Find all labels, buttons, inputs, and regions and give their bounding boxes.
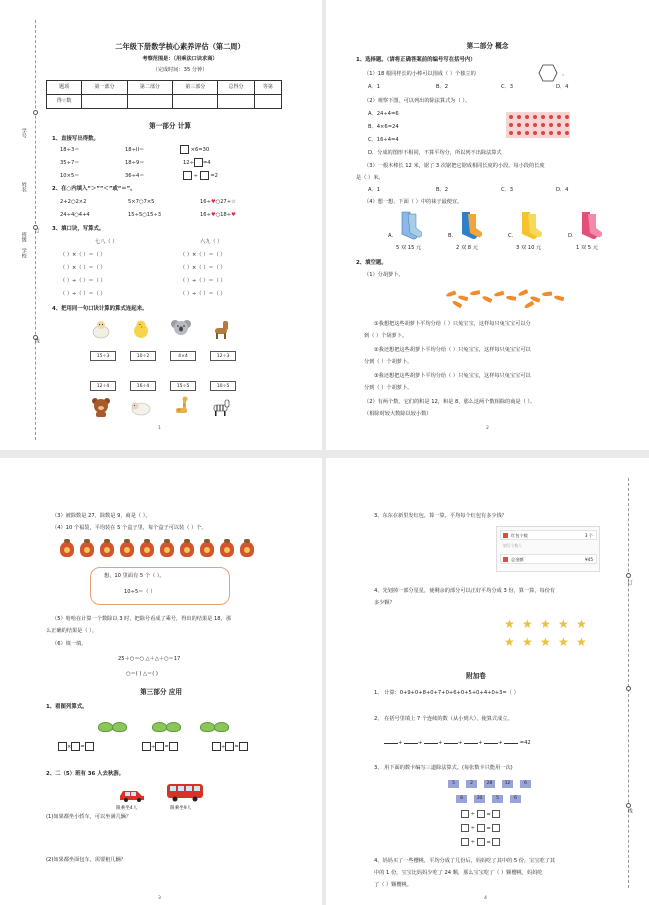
calc-item: 18÷II＝: [125, 147, 145, 153]
bonus-4: 4、妈妈买了一些樱桃，平均分成了几份后，妈妈吃了其中的 5 份，宝宝吃了其: [374, 858, 556, 864]
option[interactable]: A．24÷4=6: [368, 111, 399, 117]
answer-box[interactable]: [477, 810, 485, 818]
formula-row: （ ）×（ ）＝（ ）: [60, 265, 106, 271]
van-icon: [165, 782, 205, 802]
binding-line: [628, 478, 629, 888]
formula-row: （ ）÷（ ）＝（ ）: [60, 291, 106, 297]
price-label: 1 双 5 元: [576, 245, 598, 251]
number-card[interactable]: 6: [510, 795, 521, 803]
compare-item: 5×7○7×5: [128, 199, 155, 205]
bonus-title: 附加卷: [466, 672, 486, 680]
answer-box[interactable]: [71, 742, 80, 751]
hexagon-icon: [538, 64, 558, 82]
calc-item: 35÷7＝: [60, 160, 80, 166]
answer-box[interactable]: [492, 838, 500, 846]
option[interactable]: D．分成的图形不相同，不算平均分，所以列不出除法算式: [368, 150, 502, 156]
expression-card[interactable]: 4×4: [170, 351, 196, 361]
page-number: 4: [484, 896, 487, 901]
formula-row: （ ）÷（ ）＝（ ）: [180, 278, 226, 284]
choice-4: （4）想一想，下面（ ）中的袜子最便宜。: [364, 199, 463, 205]
app-1-formula: × =: [58, 742, 94, 751]
option[interactable]: B.: [448, 233, 454, 239]
app-2-q2: (2)如果都坐面包车，需要租几辆？: [46, 857, 126, 863]
answer-box[interactable]: [239, 742, 248, 751]
sheep-icon: [90, 318, 112, 340]
app-2: 2、二（5）班有 36 人去秋游。: [46, 771, 125, 777]
option[interactable]: C．3: [501, 187, 514, 193]
compare-item: 16÷♥○27÷☆: [200, 199, 236, 205]
choice-1-end: 。: [562, 71, 568, 77]
answer-box[interactable]: [180, 145, 189, 154]
option[interactable]: C.: [508, 233, 514, 239]
car-capacity: 限乘坐4人: [116, 806, 138, 811]
fill-2-note: （相除时较大数除以较小数）: [364, 411, 432, 417]
number-card[interactable]: 5: [448, 780, 459, 788]
number-card[interactable]: 28: [484, 780, 495, 788]
app-3: 3、东东在新里发红包，算一算，平均每个红包有多少钱？: [374, 513, 507, 519]
option[interactable]: B．4×6=24: [368, 124, 399, 130]
table-header: 题项: [47, 81, 82, 95]
answer-box[interactable]: [477, 824, 485, 832]
option[interactable]: D．4: [556, 187, 569, 193]
page-title: 二年级下册数学核心素养评估（第二周）: [115, 42, 245, 51]
sock-d-icon: [576, 210, 602, 240]
heart-icon: ♥: [210, 199, 216, 205]
division-formula: ÷ =: [461, 838, 500, 847]
sock-a-icon: [396, 210, 422, 240]
page-number: 3: [158, 896, 161, 901]
calc-item: 12÷ =4: [183, 160, 211, 166]
number-card[interactable]: 30: [474, 795, 485, 803]
side-ding: 订: [33, 228, 40, 233]
page-number: 1: [158, 426, 161, 431]
heart-icon: ♥: [231, 212, 236, 218]
side-ding: 订: [626, 580, 633, 585]
giraffe-icon: [170, 396, 192, 418]
envelope-count-row: [500, 530, 597, 540]
calc-item: 10×5＝: [60, 173, 80, 179]
bonus-1: 1、 计算：0+9+0+8+0+7+0+6+0+5+0+4+0+3=（ ）: [374, 690, 519, 696]
red-envelope-icon: [503, 533, 508, 538]
page-4: 订 线 3、东东在新里发红包，算一算，平均每个红包有多少钱？ 红包个数 3 个 填写个数人 总金额 ¥45 4、先划掉一部分星星，使剩余的部分可以正好平均分成 3 份，算一算，每份有 多少颗？ ★ ★ ★ ★ ★ ★ ★ ★ ★ ★ 附加卷 1、 计算：0+9+0+8+0+7+0+6+0+5+0+4+0+3=（ ） 2、 在括号里填上 7 个连续的数（从小到大），使算式成立。 + + + + + + =42 3、 用下面的数卡编写三道除法算式。(每张数卡只能用一次) 5 2 28 12 6 8 30 5 6 ÷ = ÷ = ÷ = 4、妈妈买了一些樱桃，平均分成了几份后，妈妈吃了其中的 5 份，宝宝吃了其 中的 1 份，宝宝比妈妈少吃了 24 颗，那么宝宝吃了（ ）颗樱桃，妈妈吃 了（ ）颗樱桃。 4: [326, 458, 649, 905]
calc-item: 18÷9＝: [125, 160, 145, 166]
side-xian: 线: [33, 338, 40, 343]
compare-item: 24÷4○4+4: [60, 212, 90, 218]
part2-title: 第二部分 概念: [466, 42, 509, 50]
table-row-label: 得☆数: [47, 95, 82, 109]
fill-1a-cont: 到（ ）个胡萝卜。: [364, 333, 408, 339]
app-2-q1: (1)如果都坐小轿车，可以坐满几辆？: [46, 814, 132, 820]
q3-label: 3、填口诀，写算式。: [52, 226, 105, 232]
side-xuexiao: 学校: [20, 248, 27, 258]
fill-5: （5）哈哈在计算一个数除以 3 时，把除号看成了乘号，得出的结果是 18，那: [52, 616, 231, 622]
part1-title: 第一部分 计算: [149, 122, 191, 130]
option[interactable]: A．1: [368, 187, 381, 193]
calc-item: 36÷4＝: [125, 173, 145, 179]
answer-box[interactable]: [212, 742, 221, 751]
score-table: [46, 80, 282, 109]
bonus-4-cont: 了（ ）颗樱桃。: [374, 882, 412, 888]
fill-1c-cont: 分到（ ）个胡萝卜。: [364, 385, 413, 391]
expression-card[interactable]: 15÷5: [170, 381, 196, 391]
page-2: [326, 0, 649, 450]
formula-row: （ ）×（ ）＝（ ）: [180, 265, 226, 271]
car-icon: [118, 786, 146, 802]
expression-card[interactable]: 16÷4: [130, 381, 156, 391]
side-banji: 班级: [20, 232, 27, 242]
binding-hole: [626, 686, 631, 691]
exam-time: （完成时间：35 分钟）: [152, 67, 208, 73]
q4-label: 4、把用同一句口诀计算的算式连起来。: [52, 306, 148, 312]
fill-1b-cont: 分到（ ）个胡萝卜。: [364, 359, 413, 365]
bonus-2-equation: + + + + + + =42: [384, 740, 531, 747]
fill-1: （1）分胡萝卜。: [364, 272, 404, 278]
shape-answers: ○＝( ) △＝( ): [126, 671, 158, 677]
fill-5-cont: 么正确的结果是（ ）。: [46, 628, 97, 634]
score-cell[interactable]: [127, 95, 172, 109]
calc-item: 18÷3＝: [60, 147, 80, 153]
fill-3: （3）被除数是 27，除数是 9，商是（ ）。: [52, 513, 151, 519]
answer-box[interactable]: [85, 742, 94, 751]
number-card[interactable]: 12: [502, 780, 513, 788]
lamb-icon: [130, 396, 152, 418]
table-header: 总得分: [218, 81, 254, 95]
table-header: 第三部分: [173, 81, 218, 95]
answer-box[interactable]: [492, 810, 500, 818]
score-cell[interactable]: [218, 95, 254, 109]
table-header: 第一部分: [82, 81, 127, 95]
app-1-formula: ÷ =: [142, 742, 178, 751]
q2-label: 2、在○内填入“＞”“＜”或“＝”。: [52, 186, 136, 192]
number-card[interactable]: 2: [466, 780, 477, 788]
answer-box[interactable]: [58, 742, 67, 751]
fill-1a: ①我想把这些胡萝卜平均分给（ ）只兔宝宝，这样每只兔宝宝可以分: [374, 321, 531, 327]
answer-box[interactable]: [200, 171, 209, 180]
number-card[interactable]: 5: [492, 795, 503, 803]
division-formula: ÷ =: [461, 810, 500, 819]
score-cell[interactable]: [173, 95, 218, 109]
envelope-hint: 填写个数人: [503, 543, 522, 548]
compare-item: 2+2○2×2: [60, 199, 87, 205]
shape-equation: 25＋○＝○ △＋△＋○＝17: [118, 656, 181, 662]
calc-item: ÷ =2: [183, 171, 218, 180]
score-cell[interactable]: [82, 95, 127, 109]
chick-icon: [130, 318, 152, 340]
expression-card[interactable]: 10÷5: [210, 381, 236, 391]
side-xuehao: 学号: [20, 128, 27, 138]
exam-scope: 考察范围是：（用乘法口诀求商）: [142, 56, 218, 62]
binding-hole: [626, 573, 631, 578]
dot-grid-figure: [506, 112, 570, 138]
table-header: 等第: [254, 81, 281, 95]
option[interactable]: C．3: [501, 84, 514, 90]
bonus-3: 3、 用下面的数卡编写三道除法算式。(每张数卡只能用一次): [374, 765, 513, 771]
answer-box[interactable]: [169, 742, 178, 751]
answer-box[interactable]: [225, 742, 234, 751]
option[interactable]: A．1: [368, 84, 381, 90]
price-label: 2 双 8 元: [456, 245, 478, 251]
bonus-2: 2、 在括号里填上 7 个连续的数（从小到大），使算式成立。: [374, 716, 513, 722]
expression-card[interactable]: 15÷3: [90, 351, 116, 361]
heart-icon: ♥: [210, 212, 216, 218]
compare-item: 16÷♥○18÷♥: [200, 212, 236, 218]
option[interactable]: D.: [568, 233, 574, 239]
answer-box[interactable]: [183, 171, 192, 180]
red-envelope-panel: [496, 526, 600, 572]
page-1: [0, 0, 322, 450]
answer-box[interactable]: [194, 158, 203, 167]
amount-label: 总金额: [511, 556, 524, 562]
answer-box[interactable]: [142, 742, 151, 751]
bubble-line: 想，10 里面有 5 个（ ）。: [104, 573, 165, 579]
side-xingming: 姓名: [20, 182, 27, 192]
fill-2: （2）有两个数，它们的积是 12，和是 8，那么这两个数相除的商是（ ）。: [364, 399, 536, 405]
option[interactable]: D．4: [556, 84, 569, 90]
choice-3-cont: 是（ ）米。: [356, 175, 384, 181]
option[interactable]: B．2: [436, 187, 449, 193]
answer-box[interactable]: [492, 824, 500, 832]
formula-row: （ ）÷（ ）＝（ ）: [60, 278, 106, 284]
app-1-formula: ÷ =: [212, 742, 248, 751]
binding-hole: [33, 110, 38, 115]
formula-row: （ ）×（ ）＝（ ）: [60, 252, 106, 258]
side-xian: 线: [626, 808, 633, 813]
price-label: 5 双 15 元: [396, 245, 422, 251]
number-card[interactable]: 8: [456, 795, 467, 803]
compare-item: 15÷5○15÷3: [128, 212, 162, 218]
app-4-cont: 多少颗？: [374, 600, 395, 606]
fill-1c: ③我还想把这些胡萝卜平均分给（ ）只兔宝宝，这样每只兔宝宝可以: [374, 373, 531, 379]
envelope-amount-row: [500, 554, 597, 564]
part3-title: 第三部分 应用: [140, 688, 182, 696]
amount-icon: [503, 557, 508, 562]
number-card[interactable]: 6: [520, 780, 531, 788]
app-1: 1、看图列算式。: [46, 704, 88, 710]
rhyme-left: 七八（ ）: [95, 239, 118, 245]
choice-2: （2）观察下图，可以列出的除法算式为（ ）。: [364, 98, 471, 104]
fill-4: （4）10 个福袋，平均装在 5 个盒子里，每个盒子可以装（ ）个。: [52, 525, 207, 531]
formula-row: （ ）÷（ ）＝（ ）: [180, 291, 226, 297]
page-3: [0, 458, 322, 905]
price-label: 3 双 10 元: [516, 245, 542, 251]
score-cell[interactable]: [254, 95, 281, 109]
rhyme-right: 六九（ ）: [200, 239, 223, 245]
answer-box[interactable]: [461, 838, 469, 846]
sock-c-icon: [516, 210, 542, 240]
division-formula: ÷ =: [461, 824, 500, 833]
van-capacity: 限乘坐9人: [170, 806, 192, 811]
answer-box[interactable]: [461, 810, 469, 818]
expression-card[interactable]: 12÷3: [210, 351, 236, 361]
koala-icon: [170, 318, 192, 340]
bear-icon: [90, 396, 112, 418]
choice-1: （1）18 根同样长的小棒可以围成（ ）个独立的: [364, 71, 476, 77]
formula-row: （ ）×（ ）＝（ ）: [180, 252, 226, 258]
sock-b-icon: [456, 210, 482, 240]
answer-box[interactable]: [155, 742, 164, 751]
choice-label: 1、选择题。（请将正确答案前的编号写在括号内）: [356, 57, 476, 63]
answer-box[interactable]: [477, 838, 485, 846]
expression-card[interactable]: 10÷2: [130, 351, 156, 361]
choice-3: （3）一根木棒长 12 米，锯了 3 次锯把它锯成相同长度的小段，每小段的长度: [364, 163, 545, 169]
bonus-4-cont: 中的 1 份，宝宝比妈妈少吃了 24 颗，那么宝宝吃了（ ）颗樱桃，妈妈吃: [374, 870, 543, 876]
fill-label: 2、填空题。: [356, 260, 387, 266]
option[interactable]: B．2: [436, 84, 449, 90]
answer-box[interactable]: [461, 824, 469, 832]
page-number: 2: [486, 426, 489, 431]
app-4: 4、先划掉一部分星星，使剩余的部分可以正好平均分成 3 份，算一算，每份有: [374, 588, 556, 594]
horse-icon: [210, 318, 232, 340]
bubble-line: 10÷5＝（ ）: [124, 589, 156, 595]
envelope-count-label: 红包个数: [511, 532, 528, 538]
option[interactable]: A.: [388, 233, 394, 239]
fill-1b: ②我还想把这些胡萝卜平均分给（ ）只兔宝宝，这样每只兔宝宝可以: [374, 347, 531, 353]
zebra-icon: [210, 396, 232, 418]
envelope-count-value: 3 个: [584, 532, 593, 538]
table-header: 第二部分: [127, 81, 172, 95]
fill-6: （6）填一填。: [52, 641, 87, 647]
amount-value: ¥45: [585, 556, 593, 562]
expression-card[interactable]: 12÷4: [90, 381, 116, 391]
q1-label: 1、直接写出得数。: [52, 136, 99, 142]
calc-item: ×6=30: [180, 145, 209, 154]
option[interactable]: C．16÷4=4: [368, 137, 399, 143]
